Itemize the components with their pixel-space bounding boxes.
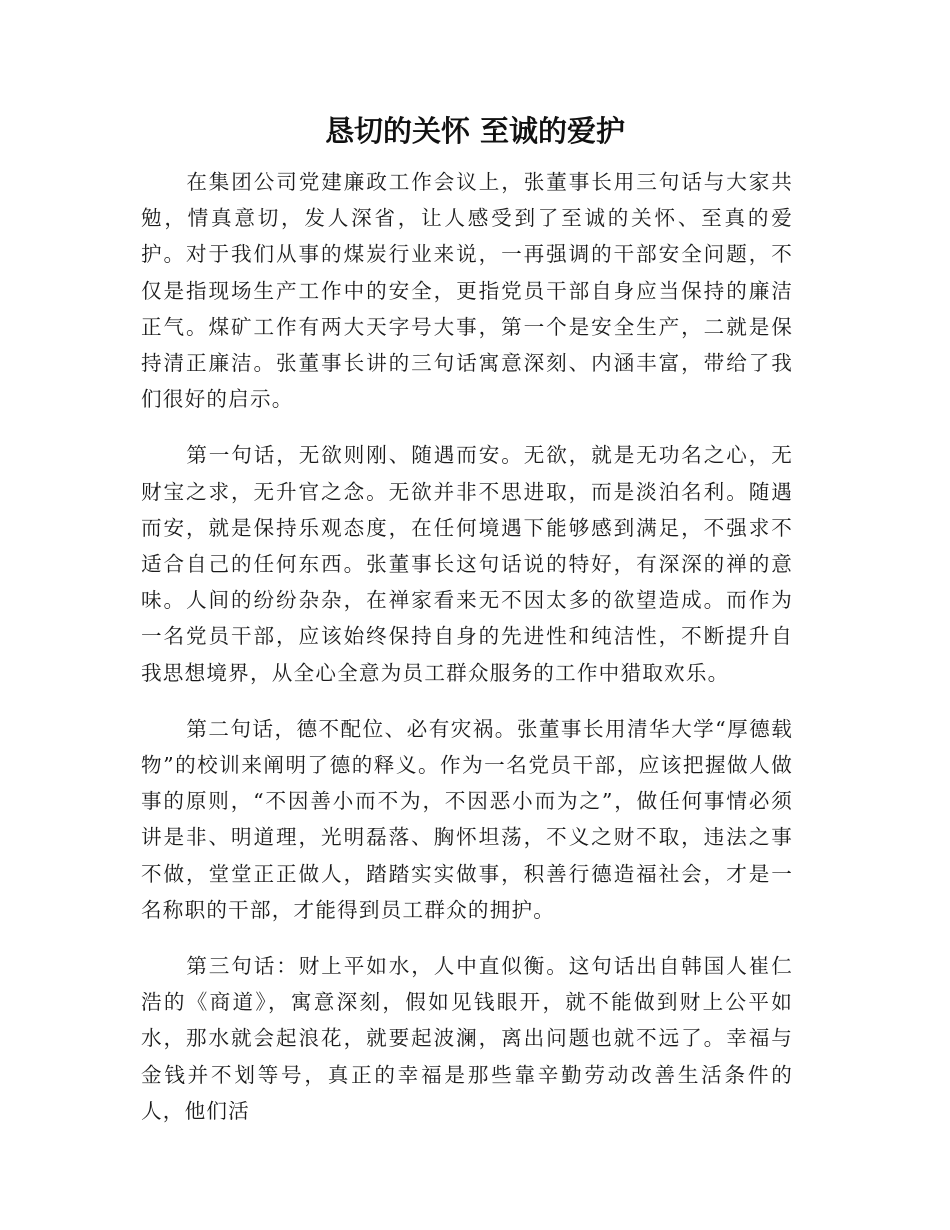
paragraph-intro: 在集团公司党建廉政工作会议上，张董事长用三句话与大家共勉，情真意切，发人深省，让人感受到了至诚的关怀、至真的爱护。对于我们从事的煤炭行业来说，一再强调的干部安全问题，不仅是指现场生产工作中的安全，更指党员干部自身应当保持的廉洁正气。煤矿工作有两大天字号大事，第一个是安全生产，二就是保持清正廉洁。张董事长讲的三句话寓意深刻、内涵丰富，带给了我们很好的启示。 xyxy=(141,170,793,412)
document-title: 恳切的关怀 至诚的爱护 xyxy=(324,114,626,148)
paragraph-second-saying: 第二句话，德不配位、必有灾祸。张董事长用清华大学“厚德载物”的校训来阐明了德的释义。作为一名党员干部，应该把握做人做事的原则，“不因善小而不为，不因恶小而为之”，做任何事情必须讲是非、明道理，光明磊落、胸怀坦荡，不义之财不取，违法之事不做，堂堂正正做人，踏踏实实做事，积善行德造福社会，才是一名称职的干部，才能得到员工群众的拥护。 xyxy=(141,716,793,922)
paragraph-third-saying: 第三句话：财上平如水，人中直似衡。这句话出自韩国人崔仁浩的《商道》，寓意深刻，假如见钱眼开，就不能做到财上公平如水，那水就会起浪花，就要起波澜，离出问题也就不远了。幸福与金钱并不划等号，真正的幸福是那些靠辛勤劳动改善生活条件的人，他们活 xyxy=(141,954,793,1123)
paragraph-first-saying: 第一句话，无欲则刚、随遇而安。无欲，就是无功名之心，无财宝之求，无升官之念。无欲并非不思进取，而是淡泊名利。随遇而安，就是保持乐观态度，在任何境遇下能够感到满足，不强求不适合自己的任何东西。张董事长这句话说的特好，有深深的禅的意味。人间的纷纷杂杂，在禅家看来无不因太多的欲望造成。而作为一名党员干部，应该始终保持自身的先进性和纯洁性，不断提升自我思想境界，从全心全意为员工群众服务的工作中猎取欢乐。 xyxy=(141,443,793,685)
document-body xyxy=(141,164,793,1149)
